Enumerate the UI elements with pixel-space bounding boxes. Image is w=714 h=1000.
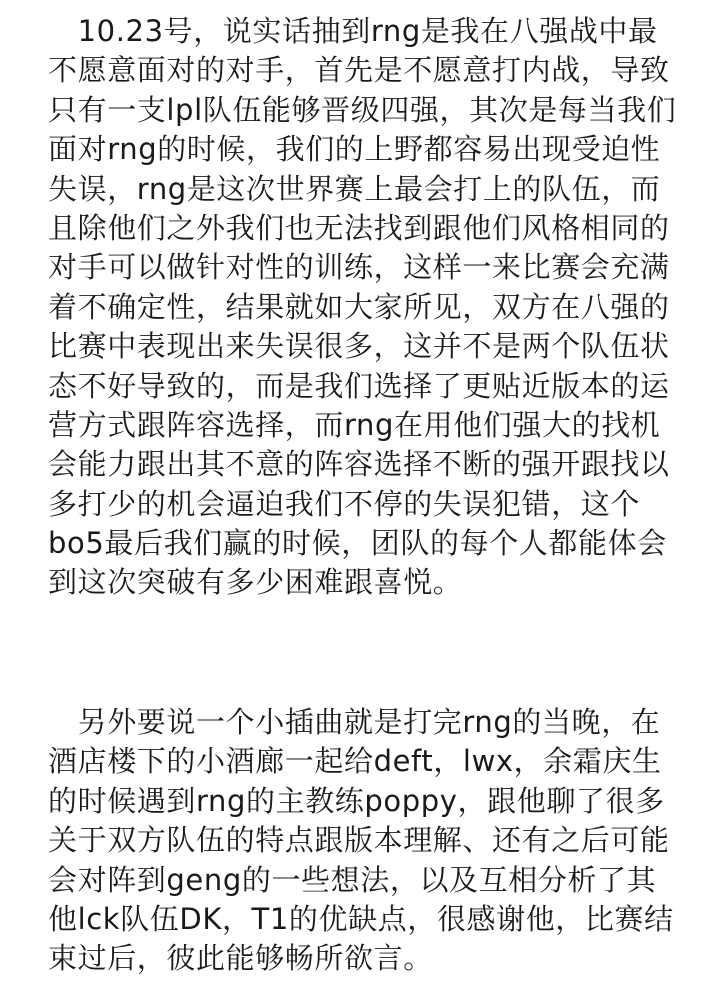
text-line: 且除他们之外我们也无法找到跟他们风格相同的 [48,210,670,245]
text-line: 10.23号，说实话抽到rng是我在八强战中最 [48,14,658,48]
text-line: 面对rng的时候，我们的上野都容易出现受迫性 [48,132,661,167]
text-line: 会能力跟出其不意的阵容选择不断的强开跟找以 [48,447,670,482]
paragraph-2 [48,703,676,979]
text-line: 另外要说一个小插曲就是打完rng的当晚，在 [48,705,661,739]
text-line: 比赛中表现出来失误很多，这并不是两个队伍状 [48,329,670,364]
text-line: 他lck队伍DK，T1的优缺点，很感谢他，比赛结 [48,901,674,936]
text-line: 关于双方队伍的特点跟版本理解、还有之后可能 [48,823,670,858]
text-line: 着不确定性，结果就如大家所见，双方在八强的 [48,289,670,324]
text-line: 不愿意面对的对手，首先是不愿意打内战，导致 [48,53,670,88]
text-line: 的时候遇到rng的主教练poppy，跟他聊了很多 [48,783,665,818]
text-line: 只有一支lpl队伍能够晋级四强，其次是每当我们 [48,92,677,127]
paragraph-1 [48,12,676,603]
text-line: 态不好导致的，而是我们选择了更贴近版本的运 [48,368,670,403]
text-line: 对手可以做针对性的训练，这样一来比赛会充满 [48,250,670,285]
text-line: 到这次突破有多少困难跟喜悦。 [48,565,463,600]
text-line: 失误，rng是这次世界赛上最会打上的队伍，而 [48,171,661,206]
text-line: 营方式跟阵容选择，而rng在用他们强大的找机 [48,407,661,442]
text-line: bo5最后我们赢的时候，团队的每个人都能体会 [48,526,667,561]
text-line: 束过后，彼此能够畅所欲言。 [48,941,433,976]
text-line: 酒店楼下的小酒廊一起给deft，lwx，余霜庆生 [48,744,662,779]
text-line: 多打少的机会逼迫我们不停的失误犯错，这个 [48,486,641,521]
text-line: 会对阵到geng的一些想法，以及互相分析了其 [48,862,657,897]
